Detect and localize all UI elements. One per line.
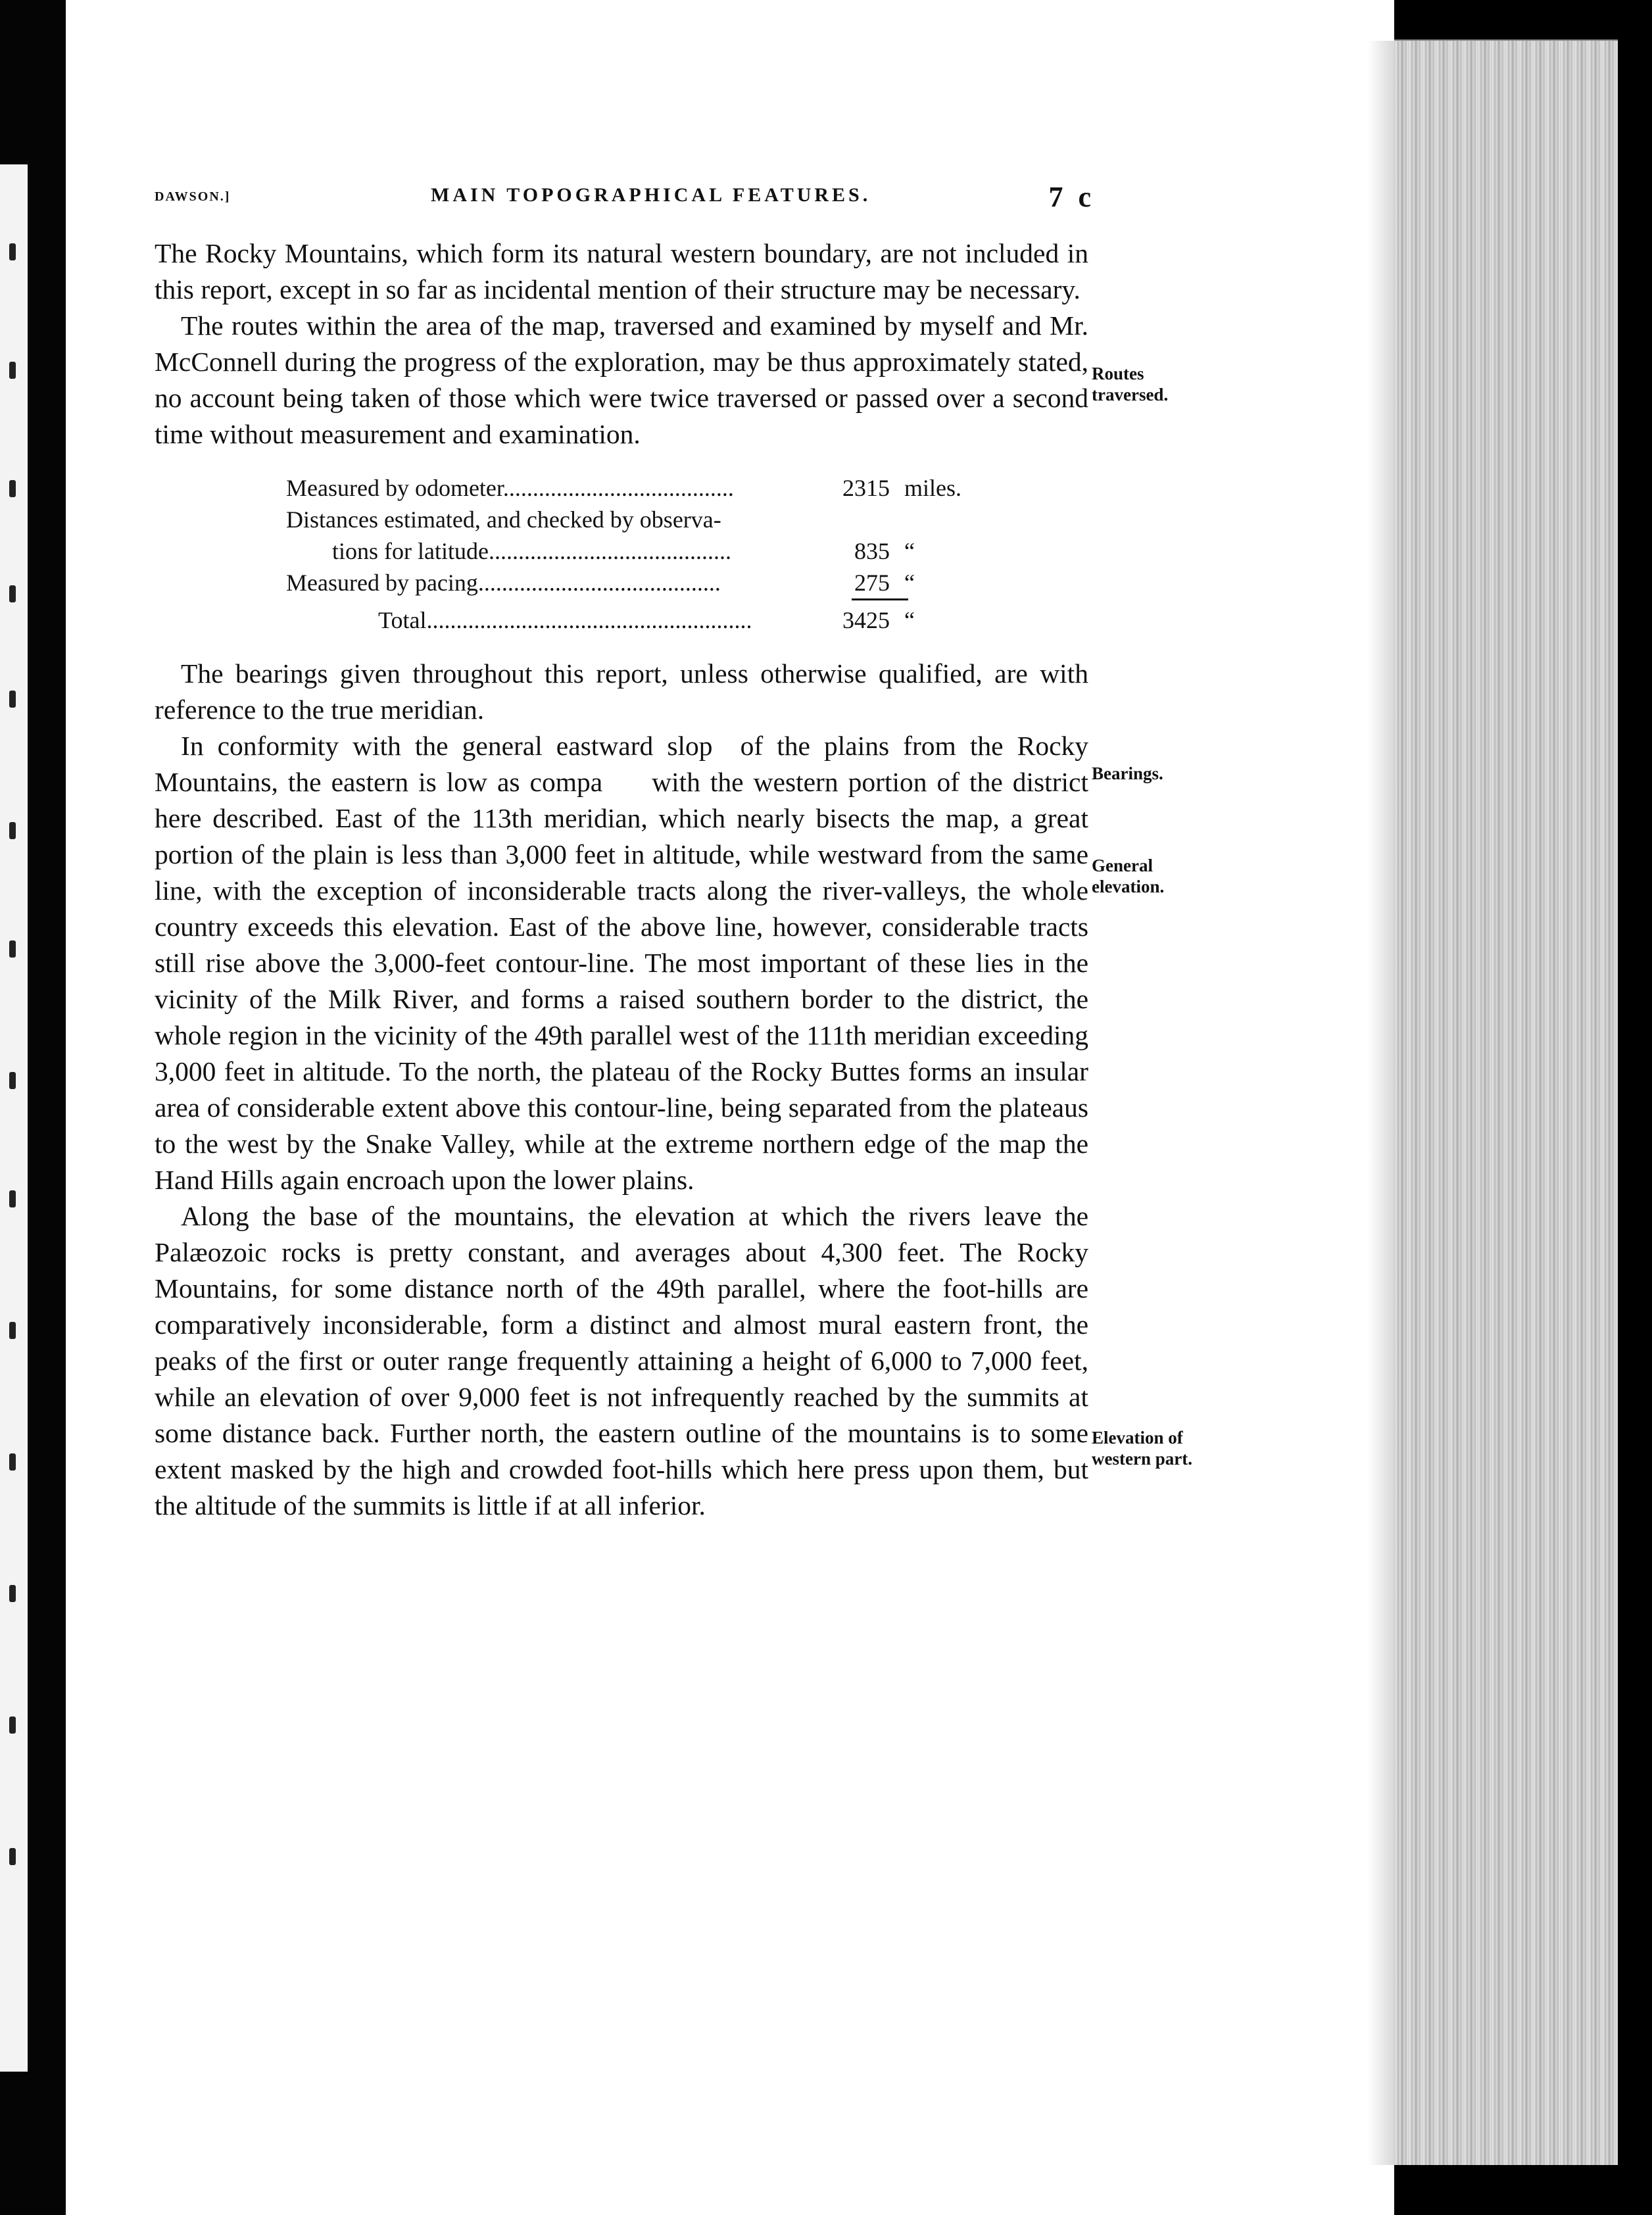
distance-table	[286, 472, 983, 636]
header-author: DAWSON.]	[155, 189, 231, 204]
running-header	[155, 180, 1095, 220]
page-edges	[1394, 39, 1618, 2165]
margin-note-elevation-west: Elevation of western part.	[1092, 1428, 1192, 1469]
paragraph-bearings: The bearings given throughout this report, unless otherwise qualified, are with reference to the true meridian.	[155, 658, 1088, 725]
paragraph-western-elevation: Along the base of the mountains, the elevation at which the rivers leave the Palæozoic rocks is pretty constant, and averages about 4,300 feet. The Rocky Mountains, for some distance north of the 49th parallel, where the foot-hills are comparatively inconsiderable, form a distinct and almost mural eastern front, the peaks of the first or outer range frequently attaining a height of 6,000 to 7,000 feet, while an elevation of over 9,000 feet is not infrequently reached by the summits at some distance back. Further north, the eastern outline of the mountains is to some extent masked by the high and crowded foot-hills which here press upon them, but the altitude of the summits is little if at all inferior.	[155, 1201, 1088, 1521]
table-row: tions for latitude......................................... 835 “	[332, 538, 915, 564]
table-row: Distances estimated, and checked by observa-	[286, 506, 721, 533]
body-text	[155, 235, 1088, 1524]
header-title: MAIN TOPOGRAPHICAL FEATURES.	[431, 184, 871, 206]
paragraph-general-elevation: In conformity with the general eastward slop of the plains from the Rocky Mountains, the eastern is low as compa with the western portion of the district here described. East of the 113th meridian, which nearly bisects the map, a great portion of the plain is less than 3,000 feet in altitude, while westward from the same line, with the exception of inconsiderable tracts along the river-valleys, the whole country exceeds this elevation. East of the above line, however, considerable tracts still rise above the 3,000-feet contour-line. The most important of these lies in the vicinity of the Milk River, and forms a raised southern border to the district, the whole region in the vicinity of the 49th parallel west of the 111th meridian exceeding 3,000 feet in altitude. To the north, the plateau of the Rocky Buttes forms an insular area of considerable extent above this contour-line, being separated from the plateaus to the west by the Snake Valley, while at the extreme northern edge of the map the Hand Hills again encroach upon the lower plains.	[155, 731, 1088, 1195]
margin-note-general: General elevation.	[1092, 856, 1165, 896]
book-page	[66, 0, 1394, 2215]
table-row: Measured by pacing......................................... 275 “	[286, 570, 915, 596]
facing-page-sliver	[0, 164, 28, 2072]
margin-note-routes: Routes traversed.	[1092, 364, 1169, 404]
paragraph-routes: The routes within the area of the map, traversed and examined by myself and Mr. McConnell during the progress of the exploration, may be thus approximately stated, no account being taken of those which were twice traversed or passed over a second time without measurement and examination.	[155, 310, 1088, 449]
table-total-row: Total....................................................... 3425 “	[378, 607, 915, 633]
paragraph-rocky-mountains: The Rocky Mountains, which form its natural western boundary, are not included in this report, except in so far as incidental mention of their structure may be necessary.	[155, 238, 1088, 304]
page-number: 7 c	[1048, 181, 1095, 213]
margin-note-bearings: Bearings.	[1092, 764, 1163, 783]
sum-rule	[852, 598, 908, 604]
table-row: Measured by odometer....................................... 2315 miles.	[286, 475, 961, 501]
